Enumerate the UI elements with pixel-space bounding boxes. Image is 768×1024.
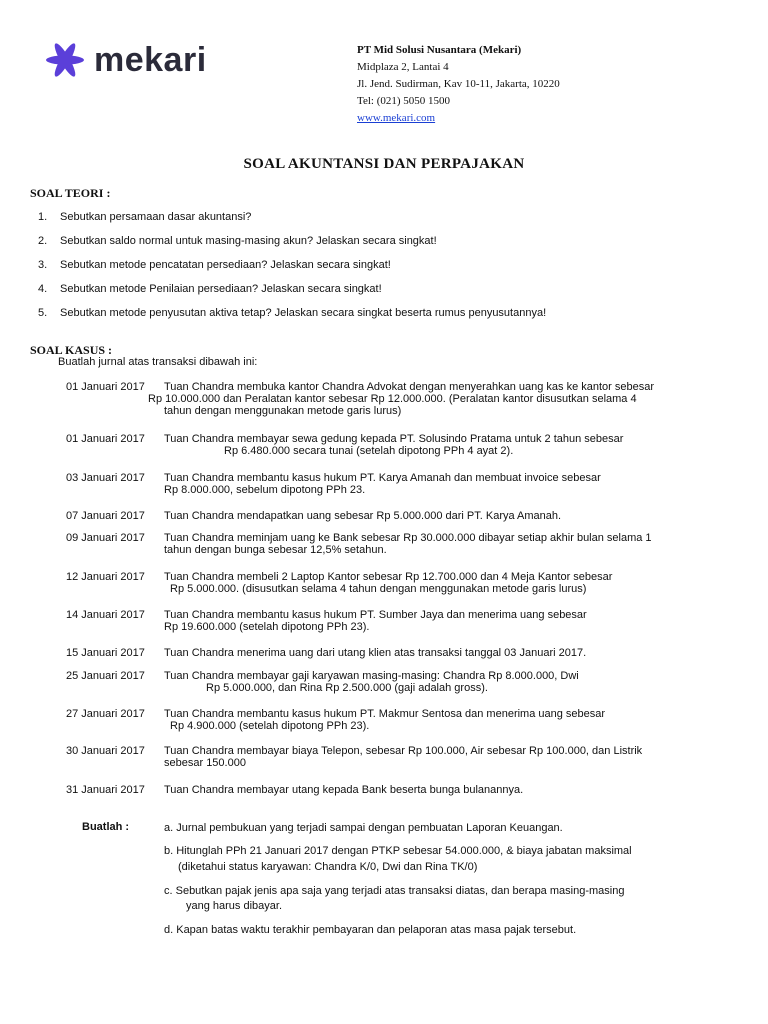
task-a: a. Jurnal pembukuan yang terjadi sampai dengan pembuatan Laporan Keuangan. [164,822,563,834]
theory-item [38,283,546,307]
theory-item [38,235,546,259]
transaction-date: 15 Januari 2017 [66,647,145,659]
theory-item-text: Sebutkan metode pencatatan persediaan? Jelaskan secara singkat! [60,259,391,271]
transaction-text-continued: Rp 8.000.000, sebelum dipotong PPh 23. [164,484,366,496]
transaction-entry [66,708,605,732]
task-c-continued: yang harus dibayar. [186,900,283,912]
document-title: SOAL AKUNTANSI DAN PERPAJAKAN [243,156,525,172]
theory-item-number: 4. [38,283,48,295]
transaction-entry [66,532,652,556]
transaction-text: Tuan Chandra membantu kasus hukum PT. Makmur Sentosa dan menerima uang sebesar [164,708,606,720]
theory-list [38,211,546,331]
transaction-text-continued: Rp 6.480.000 secara tunai (setelah dipotong PPh 4 ayat 2). [224,445,514,457]
transaction-entry [66,571,612,595]
theory-item-text: Sebutkan metode Penilaian persediaan? Jelaskan secara singkat! [60,283,382,295]
transaction-text-continued: Rp 5.000.000. (disusutkan selama 4 tahun dengan menggunakan metode garis lurus) [170,583,587,595]
company-name: PT Mid Solusi Nusantara (Mekari) [357,44,522,56]
transaction-entry [66,472,601,496]
transaction-text-continued: Rp 10.000.000 dan Peralatan kantor sebesar Rp 12.000.000. (Peralatan kantor disusutkan selama 4 [148,393,637,405]
transaction-date: 09 Januari 2017 [66,532,145,544]
transaction-text-continued: sebesar 150.000 [164,757,246,769]
theory-item-number: 1. [38,211,48,223]
transaction-date: 03 Januari 2017 [66,472,145,484]
transaction-text: Tuan Chandra membeli 2 Laptop Kantor sebesar Rp 12.700.000 dan 4 Meja Kantor sebesar [164,571,613,583]
task-b: b. Hitunglah PPh 21 Januari 2017 dengan PTKP sebesar 54.000.000, & biaya jabatan maksimal [164,845,632,857]
transaction-entry [66,381,654,417]
transaction-date: 01 Januari 2017 [66,433,145,445]
task-c: c. Sebutkan pajak jenis apa saja yang terjadi atas transaksi diatas, dan berapa masing-masing [164,885,625,897]
transaction-text: Tuan Chandra membuka kantor Chandra Advokat dengan menyerahkan uang kas ke kantor sebesar [164,381,655,393]
mekari-logo [44,40,207,80]
transaction-entry [66,784,523,796]
transaction-date: 07 Januari 2017 [66,510,145,522]
theory-item [38,307,546,331]
theory-item [38,211,546,235]
transaction-text: Tuan Chandra membayar sewa gedung kepada PT. Solusindo Pratama untuk 2 tahun sebesar [164,433,624,445]
transaction-text-continued: Rp 5.000.000, dan Rina Rp 2.500.000 (gaji adalah gross). [206,682,488,694]
transaction-text: Tuan Chandra mendapatkan uang sebesar Rp 5.000.000 dari PT. Karya Amanah. [164,510,562,522]
transaction-text: Tuan Chandra membantu kasus hukum PT. Karya Amanah dan membuat invoice sebesar [164,472,601,484]
transaction-entry [66,670,579,694]
mekari-star-icon [44,40,86,80]
logo-wordmark: mekari [94,41,207,79]
theory-item [38,259,546,283]
case-heading: SOAL KASUS : [30,343,113,357]
company-address-2: Jl. Jend. Sudirman, Kav 10-11, Jakarta, 10220 [357,78,560,90]
company-address-1: Midplaza 2, Lantai 4 [357,61,449,73]
theory-item-text: Sebutkan persamaan dasar akuntansi? [60,211,252,223]
transaction-text-continued: tahun dengan bunga sebesar 12,5% setahun. [164,544,387,556]
transaction-text: Tuan Chandra menerima uang dari utang klien atas transaksi tanggal 03 Januari 2017. [164,647,587,659]
case-intro: Buatlah jurnal atas transaksi dibawah ini: [58,356,258,368]
transaction-text: Tuan Chandra meminjam uang ke Bank sebesar Rp 30.000.000 dibayar setiap akhir bulan selama 1 [164,532,652,544]
theory-item-number: 2. [38,235,48,247]
theory-heading: SOAL TEORI : [30,186,111,200]
transaction-text: Tuan Chandra membayar utang kepada Bank beserta bunga bulanannya. [164,784,524,796]
transaction-text-continued: Rp 19.600.000 (setelah dipotong PPh 23). [164,621,370,633]
company-info [357,42,560,127]
transaction-text: Tuan Chandra membayar gaji karyawan masing-masing: Chandra Rp 8.000.000, Dwi [164,670,579,682]
task-b-continued: (diketahui status karyawan: Chandra K/0, Dwi dan Rina TK/0) [178,861,478,873]
transaction-text-continued: tahun dengan menggunakan metode garis lurus) [164,405,402,417]
transaction-text-continued: Rp 4.900.000 (setelah dipotong PPh 23). [170,720,370,732]
company-phone: Tel: (021) 5050 1500 [357,95,451,107]
transaction-date: 27 Januari 2017 [66,708,145,720]
theory-item-text: Sebutkan saldo normal untuk masing-masing akun? Jelaskan secara singkat! [60,235,437,247]
theory-item-number: 5. [38,307,48,319]
transaction-date: 30 Januari 2017 [66,745,145,757]
transaction-text: Tuan Chandra membantu kasus hukum PT. Sumber Jaya dan menerima uang sebesar [164,609,587,621]
transaction-entry [66,510,561,522]
transaction-date: 25 Januari 2017 [66,670,145,682]
transaction-date: 31 Januari 2017 [66,784,145,796]
theory-item-number: 3. [38,259,48,271]
company-website-link[interactable]: www.mekari.com [357,112,436,124]
theory-item-text: Sebutkan metode penyusutan aktiva tetap? Jelaskan secara singkat beserta rumus penyusutannya! [60,307,547,319]
transaction-text: Tuan Chandra membayar biaya Telepon, sebesar Rp 100.000, Air sebesar Rp 100.000, dan Listrik [164,745,643,757]
transaction-date: 14 Januari 2017 [66,609,145,621]
tasks-label: Buatlah : [82,821,130,833]
transaction-date: 12 Januari 2017 [66,571,145,583]
task-d: d. Kapan batas waktu terakhir pembayaran dan pelaporan atas masa pajak tersebut. [164,924,577,936]
transaction-entry [66,433,623,457]
transaction-date: 01 Januari 2017 [66,381,145,393]
transaction-entry [66,647,586,659]
transaction-entry [66,609,587,633]
transaction-entry [66,745,642,769]
